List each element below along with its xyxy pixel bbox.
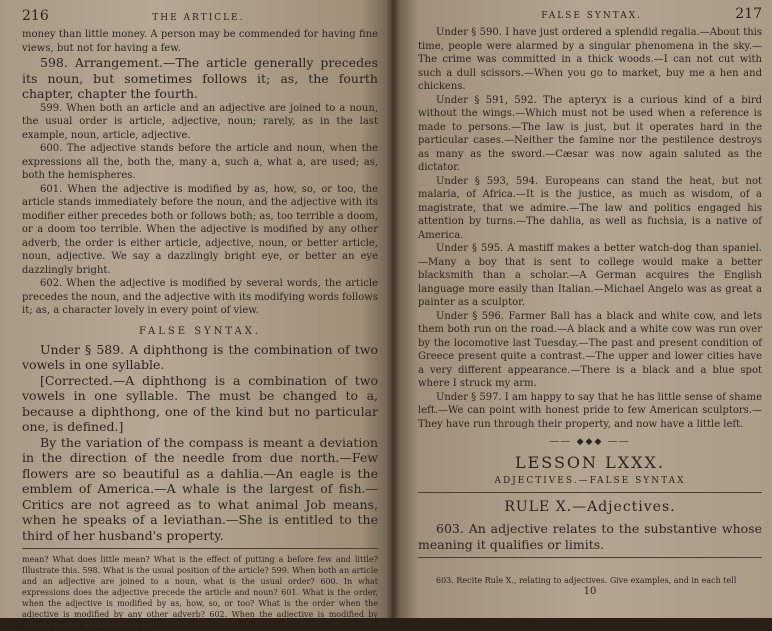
book-gutter bbox=[386, 0, 400, 618]
rule-divider-top bbox=[418, 492, 762, 493]
lesson-title: LESSON LXXX. bbox=[514, 453, 666, 472]
under-597: Under § 597. I am happy to say that he has little sense of shame left.—We can point with honest pride to few American sculptors.—They have run through their property, and now have a little left. bbox=[418, 391, 762, 430]
under-590: Under § 590. I have just ordered a splendid regalia.—About this time, people were alarmed by a singular phenomena in the sky.—The crime was committed in a thick woods.—I can not cut with such a dull scissors.—When you go to market, buy me a hen and chickens. bbox=[418, 27, 762, 92]
right-page-body bbox=[418, 26, 762, 597]
paragraph-598: 598. Arrangement.—The article generally precedes its noun, but sometimes follows it; as, the fourth chapter, chapter the fourth. bbox=[22, 55, 378, 101]
left-top-continuation: money than little money. A person may be commended for having fine views, but not for having a few. bbox=[22, 29, 378, 54]
right-footnote: 603. Recite Rule X., relating to adjectives. Give examples, and in each tell bbox=[436, 576, 737, 585]
signature-mark: 10 bbox=[583, 586, 597, 597]
rule-divider-bottom bbox=[418, 557, 762, 558]
right-page-header bbox=[418, 6, 762, 22]
paragraph-600: 600. The adjective stands before the article and noun, when the expressions all the, both the, many a, such a, what a, are used; as, both the hemispheres. bbox=[22, 143, 378, 181]
lesson-subtitle: ADJECTIVES.—FALSE SYNTAX bbox=[494, 476, 686, 486]
left-page-body bbox=[22, 28, 378, 631]
corrected-note: [Corrected.—A diphthong is a combination of two vowels in one syllable. The must be changed to a, because a diphthong, one of the kind but no particular one, is defined.] bbox=[22, 372, 378, 434]
paragraph-601: 601. When the adjective is modified by as, how, so, or too, the article stands immediately before the noun, and the adjective with its modifier either precedes both or follows both; as, too terrible a doom, or a doom too terrible. When the adjective is modified by any other adverb, the order is either article, adjective, noun, or better article, noun, adjective. We say a dazzlingly bright eye, or better an eye dazzlingly bright. bbox=[22, 183, 378, 276]
under-591-592: Under § 591, 592. The apteryx is a curious kind of a bird without the wings.—Which must not be used when a reference is made to persons.—The law is just, but it operates hard in the particular cases.—Neither the famine nor the pestilence destroys as many as the sword.—Cæsar was now again saluted as the dictator. bbox=[418, 94, 762, 173]
paragraph-599: 599. When both an article and an adjective are joined to a noun, the usual order is article, adjective, noun; rarely, as in the last example, noun, article, adjective. bbox=[22, 102, 378, 141]
left-notes bbox=[22, 554, 378, 631]
right-page bbox=[392, 0, 772, 618]
left-page-number: 216 bbox=[22, 8, 49, 24]
left-notes-text: mean? What does little mean? What is the effect of putting a before few and little? Illustrate this. 598. What is the usual position of the article? 599. When both an article and an adjective are joined to a noun, what is the usual order? 600. In what expressions does the adjective precede the article and noun? 601. What is the order, when the adjective is modified by as, how, so, or too? What is the order when the adjective is modified by any other adverb? 602. When the adjective is modified by several words, what is the order? bbox=[22, 555, 378, 630]
ornament-divider: ―― ◆◆◆ ―― bbox=[549, 437, 631, 447]
false-syntax-heading: FALSE SYNTAX. bbox=[138, 325, 262, 337]
paragraph-603: 603. An adjective relates to the substantive whose meaning it qualifies or limits. bbox=[418, 521, 762, 552]
left-running-title: THE ARTICLE. bbox=[152, 13, 245, 23]
under-596: Under § 596. Farmer Ball has a black and white cow, and lets them both run on the road.—A black and a white cow was run over by the locomotive last Tuesday.—The past and present condition of Greece present quite a contrast.—The upper and lower cities have a very different appearance.—There is a black and a blue spot where I struck my arm. bbox=[418, 310, 762, 389]
right-page-number: 217 bbox=[735, 6, 762, 22]
rule-x-heading: RULE X.—Adjectives. bbox=[504, 499, 676, 515]
under-595: Under § 595. A mastiff makes a better watch-dog than spaniel.—Many a boy that is sent to college would make a better blacksmith than a scholar.—A German acquires the English language more easily than Italian.—Michael Angelo was as great a painter as a sculptor. bbox=[418, 243, 762, 308]
under-593-594: Under § 593, 594. Europeans can stand the heat, but not malaria, of Africa.—It is the justice, as much as wisdom, of a magistrate, that we admire.—The law and politics engaged his attention by turns.—The dahlia, as well as fuchsia, is a native of America. bbox=[418, 175, 762, 241]
left-page-header bbox=[22, 8, 378, 24]
right-running-title: FALSE SYNTAX. bbox=[541, 11, 643, 21]
paragraph-602: 602. When the adjective is modified by several words, the article precedes the noun, and the adjective with its modifying words follows it; as, a character lovely in every point of view. bbox=[22, 278, 378, 316]
under-589: Under § 589. A diphthong is the combination of two vowels in one syllable. bbox=[22, 341, 378, 372]
by-variation-exercise: By the variation of the compass is meant a deviation in the direction of the needle from due north.—Few flowers are so beautiful as a dahlia.—An eagle is the emblem of America.—A whale is the largest of fish.—Critics are not agreed as to what animal Job means, when he speaks of a leviathan.—She is entitled to the third of her husband's property. bbox=[22, 434, 378, 543]
notes-divider bbox=[22, 548, 378, 549]
